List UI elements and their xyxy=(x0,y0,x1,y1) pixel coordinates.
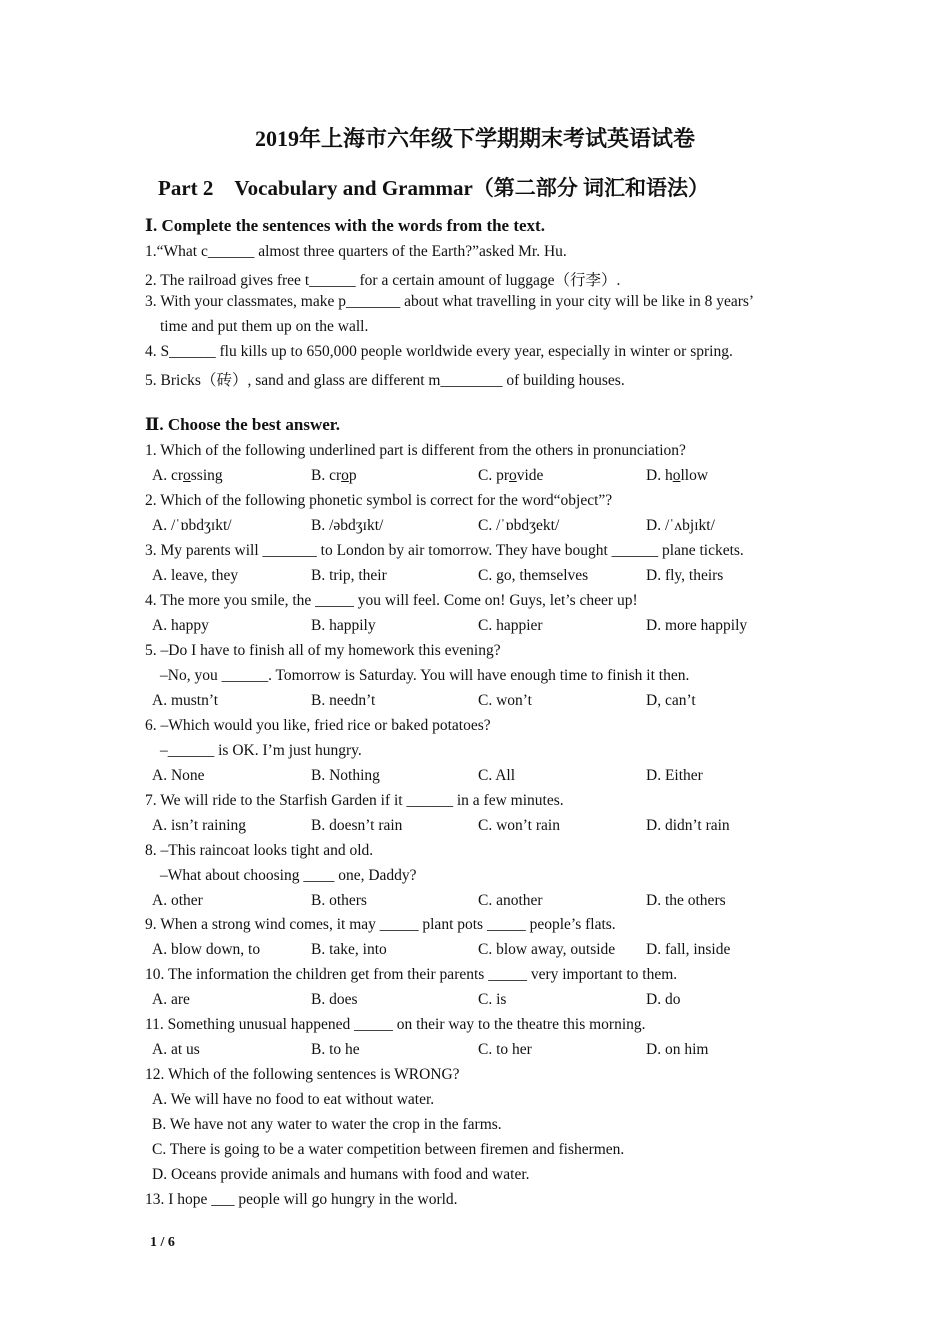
q6-option-b: B. Nothing xyxy=(311,767,380,784)
q6-stem-2: –______ is OK. I’m just hungry. xyxy=(160,742,362,759)
q5-stem: 5. –Do I have to finish all of my homework this evening? xyxy=(145,642,501,659)
q2-option-d: D. /ˈʌbjɪkt/ xyxy=(646,517,715,534)
section-1-heading: Ⅰ. Complete the sentences with the words from the text. xyxy=(145,216,545,235)
q6-stem: 6. –Which would you like, fried rice or baked potatoes? xyxy=(145,717,491,734)
q12-stem: 12. Which of the following sentences is WRONG? xyxy=(145,1066,460,1083)
q8-option-a: A. other xyxy=(152,892,203,909)
q8-stem-2: –What about choosing ____ one, Daddy? xyxy=(160,867,417,884)
q9-option-a: A. blow down, to xyxy=(152,941,261,958)
q5-option-a: A. mustn’t xyxy=(152,692,219,709)
q10-option-d: D. do xyxy=(646,991,681,1008)
q7-stem: 7. We will ride to the Starfish Garden if it ______ in a few minutes. xyxy=(145,792,564,809)
q12-option-b: B. We have not any water to water the crop in the farms. xyxy=(152,1116,502,1133)
q4-option-d: D. more happily xyxy=(646,617,748,634)
q4-option-a: A. happy xyxy=(152,617,209,634)
q1-option-c: C. provide xyxy=(478,467,544,484)
q7-option-d: D. didn’t rain xyxy=(646,817,730,834)
q10-stem: 10. The information the children get from their parents _____ very important to them. xyxy=(145,966,678,983)
q7-option-c: C. won’t rain xyxy=(478,817,560,834)
q8-option-d: D. the others xyxy=(646,892,726,909)
q6-option-c: C. All xyxy=(478,767,516,784)
q5-option-d: D, can’t xyxy=(646,692,696,709)
s1-item-1: 1.“What c______ almost three quarters of the Earth?”asked Mr. Hu. xyxy=(145,243,567,260)
q11-option-a: A. at us xyxy=(152,1041,200,1058)
q1-option-a: A. crossing xyxy=(152,467,223,484)
q8-stem: 8. –This raincoat looks tight and old. xyxy=(145,842,374,859)
s1-item-5: 5. Bricks（砖）, sand and glass are different m________ of building houses. xyxy=(145,372,625,389)
q2-option-b: B. /əbdʒɪkt/ xyxy=(311,517,384,534)
q1-option-b: B. crop xyxy=(311,467,357,484)
q3-stem: 3. My parents will _______ to London by air tomorrow. They have bought ______ plane tickets. xyxy=(145,542,744,559)
q11-option-d: D. on him xyxy=(646,1041,709,1058)
s1-item-4: 4. S______ flu kills up to 650,000 people worldwide every year, especially in winter or spring. xyxy=(145,343,733,360)
q1-option-d: D. hollow xyxy=(646,467,709,484)
q8-option-c: C. another xyxy=(478,892,543,909)
q3-option-c: C. go, themselves xyxy=(478,567,589,584)
q7-option-a: A. isn’t raining xyxy=(152,817,246,834)
s1-item-3-cont: time and put them up on the wall. xyxy=(160,318,369,335)
page-number: 1 / 6 xyxy=(150,1235,175,1250)
q9-stem: 9. When a strong wind comes, it may _____ plant pots _____ people’s flats. xyxy=(145,916,616,933)
q2-stem: 2. Which of the following phonetic symbol is correct for the word“object”? xyxy=(145,492,613,509)
q6-option-a: A. None xyxy=(152,767,205,784)
q1-stem: 1. Which of the following underlined part is different from the others in pronunciation? xyxy=(145,442,686,459)
q12-option-d: D. Oceans provide animals and humans with food and water. xyxy=(152,1166,530,1183)
q9-option-b: B. take, into xyxy=(311,941,387,958)
q11-option-c: C. to her xyxy=(478,1041,532,1058)
q2-option-a: A. /ˈɒbdʒɪkt/ xyxy=(152,517,232,534)
q3-option-a: A. leave, they xyxy=(152,567,239,584)
q12-option-c: C. There is going to be a water competition between firemen and fishermen. xyxy=(152,1141,625,1158)
q5-option-c: C. won’t xyxy=(478,692,532,709)
q13-stem: 13. I hope ___ people will go hungry in the world. xyxy=(145,1191,458,1208)
q12-option-a: A. We will have no food to eat without water. xyxy=(152,1091,435,1108)
q3-option-d: D. fly, theirs xyxy=(646,567,724,584)
q2-option-c: C. /ˈɒbdʒekt/ xyxy=(478,517,560,534)
page-title: 2019年上海市六年级下学期期末考试英语试卷 xyxy=(254,126,695,151)
q9-option-c: C. blow away, outside xyxy=(478,941,616,958)
q4-option-c: C. happier xyxy=(478,617,543,634)
q3-option-b: B. trip, their xyxy=(311,567,387,584)
q4-stem: 4. The more you smile, the _____ you will feel. Come on! Guys, let’s cheer up! xyxy=(145,592,638,609)
q10-option-a: A. are xyxy=(152,991,190,1008)
q5-stem-2: –No, you ______. Tomorrow is Saturday. You will have enough time to finish it then. xyxy=(160,667,690,684)
q6-option-d: D. Either xyxy=(646,767,703,784)
q9-option-d: D. fall, inside xyxy=(646,941,731,958)
q11-stem: 11. Something unusual happened _____ on their way to the theatre this morning. xyxy=(145,1016,646,1033)
q10-option-c: C. is xyxy=(478,991,507,1008)
s1-item-2: 2. The railroad gives free t______ for a certain amount of luggage（行李）. xyxy=(145,272,621,289)
q4-option-b: B. happily xyxy=(311,617,376,634)
part-subtitle: Part 2 Vocabulary and Grammar（第二部分 词汇和语法） xyxy=(158,176,710,200)
q10-option-b: B. does xyxy=(311,991,358,1008)
q7-option-b: B. doesn’t rain xyxy=(311,817,403,834)
q11-option-b: B. to he xyxy=(311,1041,360,1058)
section-2-heading: Ⅱ. Choose the best answer. xyxy=(145,415,341,434)
q5-option-b: B. needn’t xyxy=(311,692,376,709)
q8-option-b: B. others xyxy=(311,892,367,909)
s1-item-3: 3. With your classmates, make p_______ about what travelling in your city will be like in 8 years’ xyxy=(145,293,755,310)
